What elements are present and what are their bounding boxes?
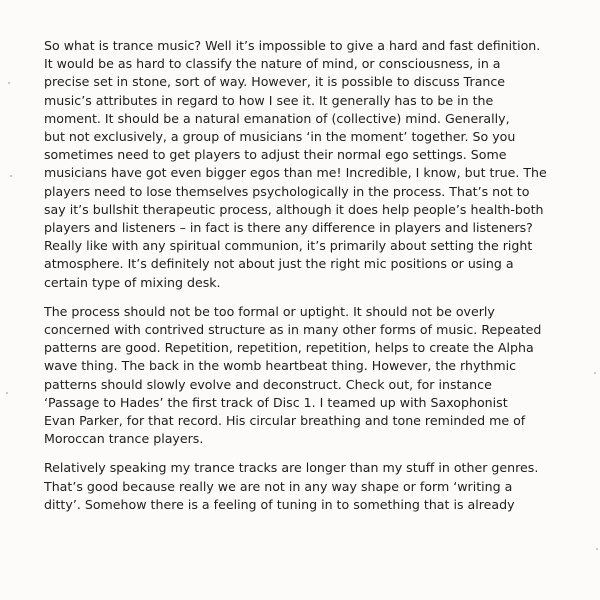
scan-speck — [596, 548, 598, 550]
scan-speck — [594, 372, 596, 374]
text-line: but not exclusively, a group of musicians ‘in the moment’ together. So you — [44, 129, 516, 145]
text-line: patterns should slowly evolve and deconstruct. Check out, for instance — [44, 376, 492, 392]
text-line: players and listeners – in fact is there any difference in players and listeners? — [44, 220, 533, 236]
text-line: musicians have got even bigger egos than me! Incredible, I know, but true. The — [44, 165, 547, 181]
text-line: moment. It should be a natural emanation of (collective) mind. Generally, — [44, 110, 510, 126]
text-line: music’s attributes in regard to how I see it. It generally has to be in the — [44, 92, 494, 108]
text-line: certain type of mixing desk. — [44, 274, 221, 290]
text-line: Moroccan trance players. — [44, 431, 204, 447]
text-line: Really like with any spiritual communion, it’s primarily about setting the right — [44, 238, 533, 254]
text-line: So what is trance music? Well it’s impossible to give a hard and fast definition. — [44, 38, 541, 53]
text-line: It would be as hard to classify the nature of mind, or consciousness, in a — [44, 56, 501, 72]
scan-speck — [6, 392, 8, 394]
scan-speck — [8, 82, 10, 84]
text-line: wave thing. The back in the womb heartbeat thing. However, the rhythmic — [44, 358, 517, 374]
text-line: precise set in stone, sort of way. However, it is possible to discuss Trance — [44, 74, 506, 90]
text-line: Evan Parker, for that record. His circular breathing and tone reminded me of — [44, 413, 526, 429]
text-line: ‘Passage to Hades’ the first track of Disc 1. I teamed up with Saxophonist — [44, 394, 508, 410]
text-line: concerned with contrived structure as in many other forms of music. Repeated — [44, 322, 542, 338]
text-line: ditty’. Somehow there is a feeling of tuning in to something that is already — [44, 496, 515, 512]
text-line: atmosphere. It’s definitely not about just the right mic positions or using a — [44, 256, 514, 272]
text-line: say it’s bullshit therapeutic process, although it does help people’s health-both — [44, 201, 544, 217]
paragraph-1 — [44, 37, 584, 292]
text-line: sometimes need to get players to adjust their normal ego settings. Some — [44, 147, 507, 163]
text-line: The process should not be too formal or uptight. It should not be overly — [44, 303, 495, 319]
text-line: Relatively speaking my trance tracks are longer than my stuff in other genres. — [44, 460, 539, 476]
paragraph-3 — [44, 459, 584, 514]
scan-speck — [10, 175, 12, 177]
text-line: That’s good because really we are not in any way shape or form ‘writing a — [44, 478, 513, 494]
text-line: players need to lose themselves psychologically in the process. That’s not to — [44, 183, 530, 199]
body-text — [44, 37, 584, 525]
text-line: patterns are good. Repetition, repetition, repetition, helps to create the Alpha — [44, 340, 534, 356]
paragraph-2 — [44, 303, 584, 449]
